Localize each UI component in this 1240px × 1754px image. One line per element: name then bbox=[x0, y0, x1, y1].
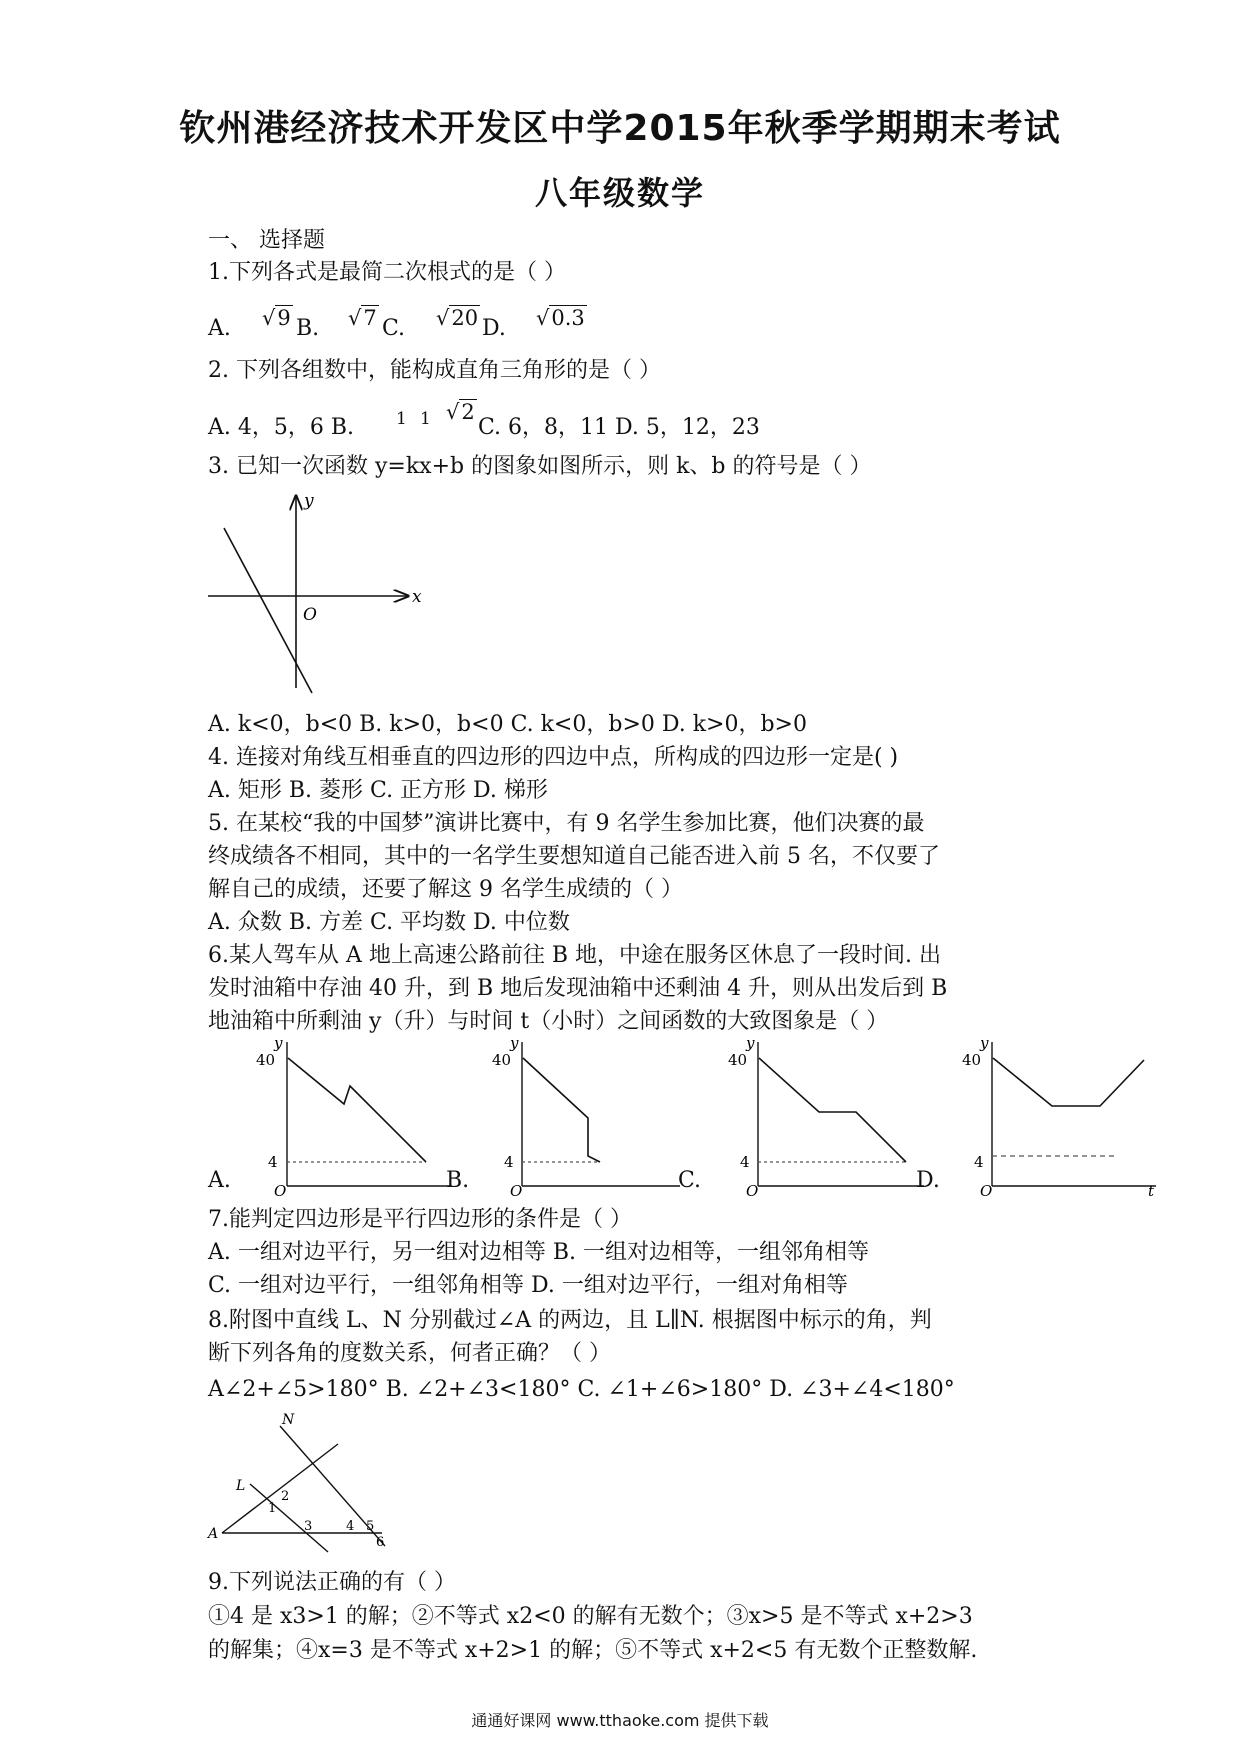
q6b-y-low: 4 bbox=[504, 1153, 514, 1171]
question-5-line-3: 解自己的成绩，还要了解这 9 名学生成绩的（ ） bbox=[208, 877, 683, 902]
q6a-oil-curve bbox=[288, 1058, 426, 1162]
q8-label-n: N bbox=[282, 1412, 295, 1428]
q2-options-rest: C. 6，8，11 D. 5，12，23 bbox=[478, 415, 760, 440]
q6-graph-label-d: D. bbox=[916, 1168, 940, 1193]
question-9-line-1: ①4 是 x3>1 的解；②不等式 x2<0 的解有无数个；③x>5 是不等式 x+2>3 bbox=[208, 1604, 973, 1629]
q1-radicand-b: 7 bbox=[363, 306, 377, 330]
q6a-y-low: 4 bbox=[268, 1153, 278, 1171]
section-heading: 一、 选择题 bbox=[208, 228, 325, 253]
q1-radicand-d: 0.3 bbox=[551, 306, 585, 330]
question-4-stem: 4. 连接对角线互相垂直的四边形的四边中点，所构成的四边形一定是( ) bbox=[208, 745, 899, 770]
q2-option-a: A. 4，5，6 B. bbox=[208, 415, 355, 440]
q6c-y-low: 4 bbox=[740, 1153, 750, 1171]
q6a-origin: O bbox=[274, 1182, 287, 1196]
q6b-y-top: 40 bbox=[492, 1051, 512, 1069]
question-2-stem: 2. 下列各组数中，能构成直角三角形的是（ ） bbox=[208, 358, 661, 383]
q6-graph-label-a: A. bbox=[208, 1168, 231, 1193]
q6-graph-d bbox=[960, 1036, 1164, 1196]
q6d-t-label: t bbox=[1148, 1182, 1155, 1196]
question-3-stem: 3. 已知一次函数 y=kx+b 的图象如图所示，则 k、b 的符号是（ ） bbox=[208, 454, 872, 479]
q8-parallel-lines-figure bbox=[200, 1406, 410, 1556]
question-9-stem: 9.下列说法正确的有（ ） bbox=[208, 1570, 456, 1595]
q8-angle-2: 2 bbox=[281, 1489, 290, 1504]
q6-graph-a bbox=[254, 1036, 464, 1196]
q1-radicand-c: 20 bbox=[451, 306, 479, 330]
q3-linear-function-graph bbox=[200, 488, 430, 698]
q6d-origin: O bbox=[980, 1182, 993, 1196]
q6-graph-label-b: B. bbox=[446, 1168, 470, 1193]
q1-radical-b: √7 bbox=[348, 306, 377, 330]
q6a-y-label: y bbox=[274, 1036, 283, 1052]
q1-radicand-a: 9 bbox=[277, 306, 291, 330]
q8-options: A∠2+∠5>180° B. ∠2+∠3<180° C. ∠1+∠6>180° D. ∠3+∠4<180° bbox=[208, 1377, 955, 1402]
question-6-line-2: 发时油箱中存油 40 升，到 B 地后发现油箱中还剩油 4 升，则从出发后到 B bbox=[208, 976, 948, 1001]
q6d-y-low: 4 bbox=[974, 1153, 984, 1171]
q6c-oil-curve bbox=[759, 1058, 906, 1162]
q1-label-a: A. bbox=[208, 316, 231, 341]
q6b-origin: O bbox=[510, 1182, 523, 1196]
q6-graph-c bbox=[726, 1036, 936, 1196]
question-5-line-2: 终成绩各不相同，其中的一名学生要想知道自己能否进入前 5 名，不仅要了 bbox=[208, 844, 940, 869]
q3-y-label: y bbox=[304, 491, 314, 511]
q8-angle-1: 1 bbox=[268, 1501, 277, 1516]
q3-x-label: x bbox=[412, 587, 422, 607]
question-1-stem: 1.下列各式是最简二次根式的是（ ） bbox=[208, 260, 566, 285]
question-8-line-2: 断下列各角的度数关系，何者正确？（ ） bbox=[208, 1341, 611, 1366]
q3-options: A. k<0，b<0 B. k>0，b<0 C. k<0，b>0 D. k>0，b>0 bbox=[208, 712, 807, 737]
question-7-stem: 7.能判定四边形是平行四边形的条件是（ ） bbox=[208, 1207, 632, 1232]
q1-label-c: C. bbox=[382, 316, 406, 341]
q2-option-b-value-1: 1 bbox=[396, 409, 407, 429]
q6b-y-label: y bbox=[510, 1036, 519, 1052]
q8-label-l: L bbox=[236, 1478, 246, 1494]
page-footer: 通通好课网 www.tthaoke.com 提供下载 bbox=[471, 1711, 769, 1730]
question-5-line-1: 5. 在某校“我的中国梦”演讲比赛中，有 9 名学生参加比赛，他们决赛的最 bbox=[208, 811, 925, 836]
q8-label-a: A bbox=[208, 1526, 219, 1542]
q8-angle-3: 3 bbox=[304, 1519, 313, 1534]
q2-option-b-value-2: 1 bbox=[420, 409, 431, 429]
q2-option-b-radical: √2 bbox=[446, 400, 475, 424]
q6d-oil-curve bbox=[993, 1058, 1144, 1106]
q5-options: A. 众数 B. 方差 C. 平均数 D. 中位数 bbox=[208, 910, 570, 935]
q6d-y-top: 40 bbox=[962, 1051, 982, 1069]
q7-options-line-2: C. 一组对边平行，一组邻角相等 D. 一组对边平行，一组对角相等 bbox=[208, 1273, 848, 1298]
q6c-origin: O bbox=[746, 1182, 759, 1196]
q3-origin-label: O bbox=[303, 605, 317, 625]
q1-radical-d: √0.3 bbox=[536, 306, 585, 330]
q2-option-b-radicand: 2 bbox=[461, 400, 475, 424]
q4-options: A. 矩形 B. 菱形 C. 正方形 D. 梯形 bbox=[208, 778, 548, 803]
question-8-line-1: 8.附图中直线 L、N 分别截过∠A 的两边，且 L∥N. 根据图中标示的角，判 bbox=[208, 1308, 932, 1333]
q8-angle-6: 6 bbox=[376, 1535, 385, 1550]
q6-graph-label-c: C. bbox=[678, 1168, 702, 1193]
q6d-y-label: y bbox=[980, 1036, 989, 1052]
q6a-y-top: 40 bbox=[256, 1051, 276, 1069]
q6c-y-top: 40 bbox=[728, 1051, 748, 1069]
q6c-y-label: y bbox=[746, 1036, 755, 1052]
q7-options-line-1: A. 一组对边平行，另一组对边相等 B. 一组对边相等，一组邻角相等 bbox=[208, 1240, 870, 1265]
question-6-line-1: 6.某人驾车从 A 地上高速公路前往 B 地，中途在服务区休息了一段时间. 出 bbox=[208, 943, 942, 968]
q8-angle-4: 4 bbox=[346, 1519, 355, 1534]
q1-label-d: D. bbox=[482, 316, 506, 341]
question-9-line-2: 的解集；④x=3 是不等式 x+2>1 的解；⑤不等式 x+2<5 有无数个正整数解. bbox=[208, 1638, 978, 1663]
q6b-oil-curve bbox=[523, 1058, 600, 1162]
exam-title: 钦州港经济技术开发区中学2015年秋季学期期末考试 bbox=[179, 108, 1061, 149]
q1-radical-a: √9 bbox=[262, 306, 291, 330]
q1-radical-c: √20 bbox=[436, 306, 479, 330]
q8-angle-5: 5 bbox=[366, 1519, 375, 1534]
q1-label-b: B. bbox=[296, 316, 320, 341]
exam-subtitle: 八年级数学 bbox=[534, 174, 705, 212]
q6-graph-b bbox=[492, 1036, 692, 1196]
q3-function-line bbox=[224, 528, 312, 693]
question-6-line-3: 地油箱中所剩油 y（升）与时间 t（小时）之间函数的大致图象是（ ） bbox=[208, 1009, 889, 1034]
